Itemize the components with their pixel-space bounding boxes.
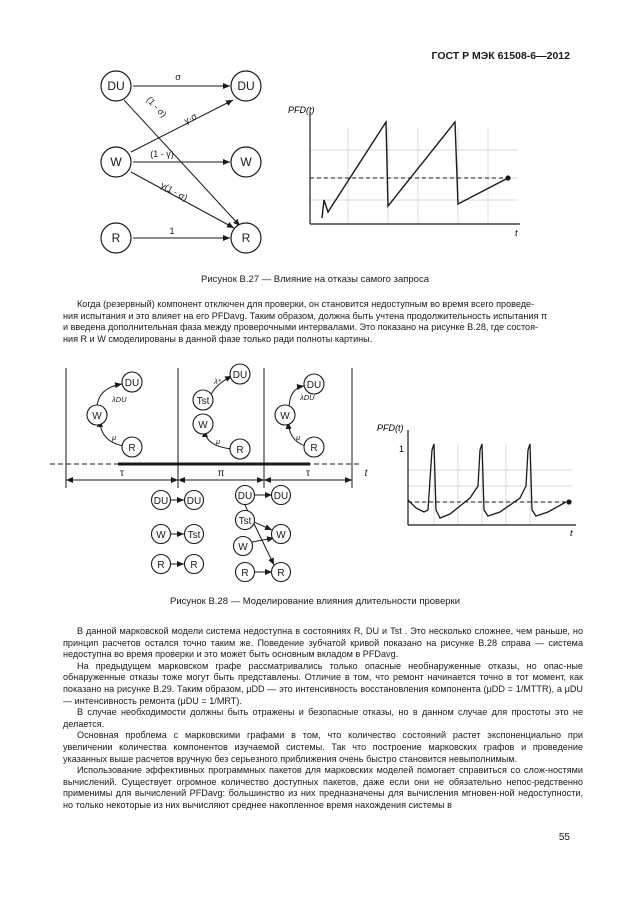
figure-28 [0, 360, 630, 592]
plot-xlabel: t [570, 528, 573, 538]
node-label: DU [273, 491, 289, 502]
edge-label: μ [296, 433, 301, 442]
node-label: R [236, 445, 244, 456]
node-label: W [276, 530, 286, 541]
plot-ylabel: PFD(t) [377, 423, 404, 433]
figure-27-caption: Рисунок В.27 — Влияние на отказы самого запроса [201, 274, 429, 285]
node-label: R [241, 231, 251, 245]
node-label: DU [153, 496, 169, 507]
node-label: R [157, 560, 165, 571]
figure-28-caption: Рисунок В.28 — Моделирование влияния длительности проверки [169, 596, 461, 607]
node-label: DU [186, 496, 202, 507]
interval-label: π [217, 468, 225, 479]
paragraph-intro [63, 299, 583, 345]
edge-label: 1 [169, 226, 175, 236]
node-label: DU [124, 378, 140, 389]
body-paragraph: На предыдущем марковском графе рассматривались только опасные необнаруженные отказы, но опас-ные обнаруженные отказы тоже могут быть представлены. Отличие в том, что ремонт начинается точно в тот момент, как показано на рисунке В.29. Таким образом, μDD — это интенсивность восстановления компонента (μDD = 1/MTTR), а μDU — интенсивность ремонта (μDU = 1/MRT). [63, 660, 583, 706]
edge-w-du [131, 100, 233, 152]
text-line: и введена дополнительная фаза между проверочными интервалами. Это показано на рисунке В.28, где состоя- [63, 322, 539, 333]
figure-27 [0, 0, 630, 300]
node-label: W [156, 530, 166, 541]
page-number: 55 [558, 832, 570, 843]
node-label: DU [237, 491, 253, 502]
node-label: R [310, 443, 318, 454]
plot-ylabel: PFD(t) [288, 105, 315, 115]
text-line: ния испытания и это влияет на его PFDavg. Таким образом, должна быть учтена продолжительность испытания π [63, 310, 548, 321]
edge-du-r [124, 100, 240, 226]
node-label: R [277, 568, 285, 579]
node-label: W [198, 420, 208, 431]
node-label: R [241, 568, 249, 579]
node-label: W [238, 542, 248, 553]
plot-xlabel: t [515, 228, 518, 238]
plot-tick: 1 [399, 444, 405, 454]
node-label: DU [306, 380, 322, 391]
node-label: R [128, 443, 136, 454]
pfd-plot-27 [288, 105, 520, 238]
standard-header: ГОСТ Р МЭК 61508-6—2012 [431, 50, 570, 62]
edge-label: (1 - γ) [150, 149, 174, 159]
edge-label: (1 - σ) [144, 94, 169, 120]
interval-label: τ [120, 468, 124, 479]
node-label: W [92, 411, 102, 422]
body-paragraph: Использование эффективных программных пакетов для марковских моделей помогает справиться со слож-ностями вычислений. Существует огромное количество доступных пакетов, даже если они не обязательно непос-редственно применимы для вычислений PFDavg: большинство из них предназначены для вычисления мгновен-ной недоступности, но только некоторые из них вычисляют среднее накопленное время нахождения системы в [63, 765, 583, 810]
body-paragraph: В данной марковской модели система недоступна в состояниях R, DU и Tst . Это несколько сложнее, чем раньше, но принцип расчетов остался точно таким же. Поведение зубчатой кривой показано на рисунке В.28 справа — система недоступна во время проверки и это может быть основным вкладом в PFDavg. [63, 626, 583, 660]
interval-label: τ [306, 468, 310, 479]
edge-label: λ* [214, 377, 221, 386]
node-label: Tst [238, 516, 252, 527]
edge-label: μ [216, 437, 221, 446]
node-label: W [110, 155, 122, 169]
node-label: DU [232, 370, 248, 381]
edge-label: γ·σ [182, 110, 199, 126]
edge-label: μ [112, 433, 117, 442]
node-label: DU [107, 79, 125, 93]
interval-label: t [364, 468, 368, 479]
node-label: W [240, 155, 252, 169]
edge-label: γ(1 - σ) [159, 180, 190, 203]
text-line: ния R и W смоделированы в данной фазе только ради полноты картины. [63, 333, 373, 344]
body-paragraph: В случае необходимости должны быть отражены и безопасные отказы, но в данном случае для простоты это не делается. [63, 707, 583, 729]
edge-label: λDU [112, 395, 127, 404]
body-text [63, 626, 583, 812]
edge-label: λDU [300, 393, 315, 402]
node-label: Tst [196, 396, 210, 407]
node-label: Tst [187, 530, 201, 541]
node-label: DU [237, 79, 255, 93]
node-label: R [190, 560, 198, 571]
pfd-plot-28 [377, 423, 576, 538]
node-label: R [111, 231, 121, 245]
node-label: W [280, 411, 290, 422]
body-paragraph: Основная проблема с марковскими графами в том, что количество состояний растет экспоненциально при увеличении количества компонентов изучаемой системы. Так что построение марковских графов и проведение указанных выше расчетов вручную без серьезного приближения очень быстро становится невыполнимым. [63, 730, 583, 764]
text-line: Когда (резервный) компонент отключен для проверки, он становится недоступным во время всего проведе- [77, 299, 535, 309]
edge-label: σ [175, 72, 181, 82]
